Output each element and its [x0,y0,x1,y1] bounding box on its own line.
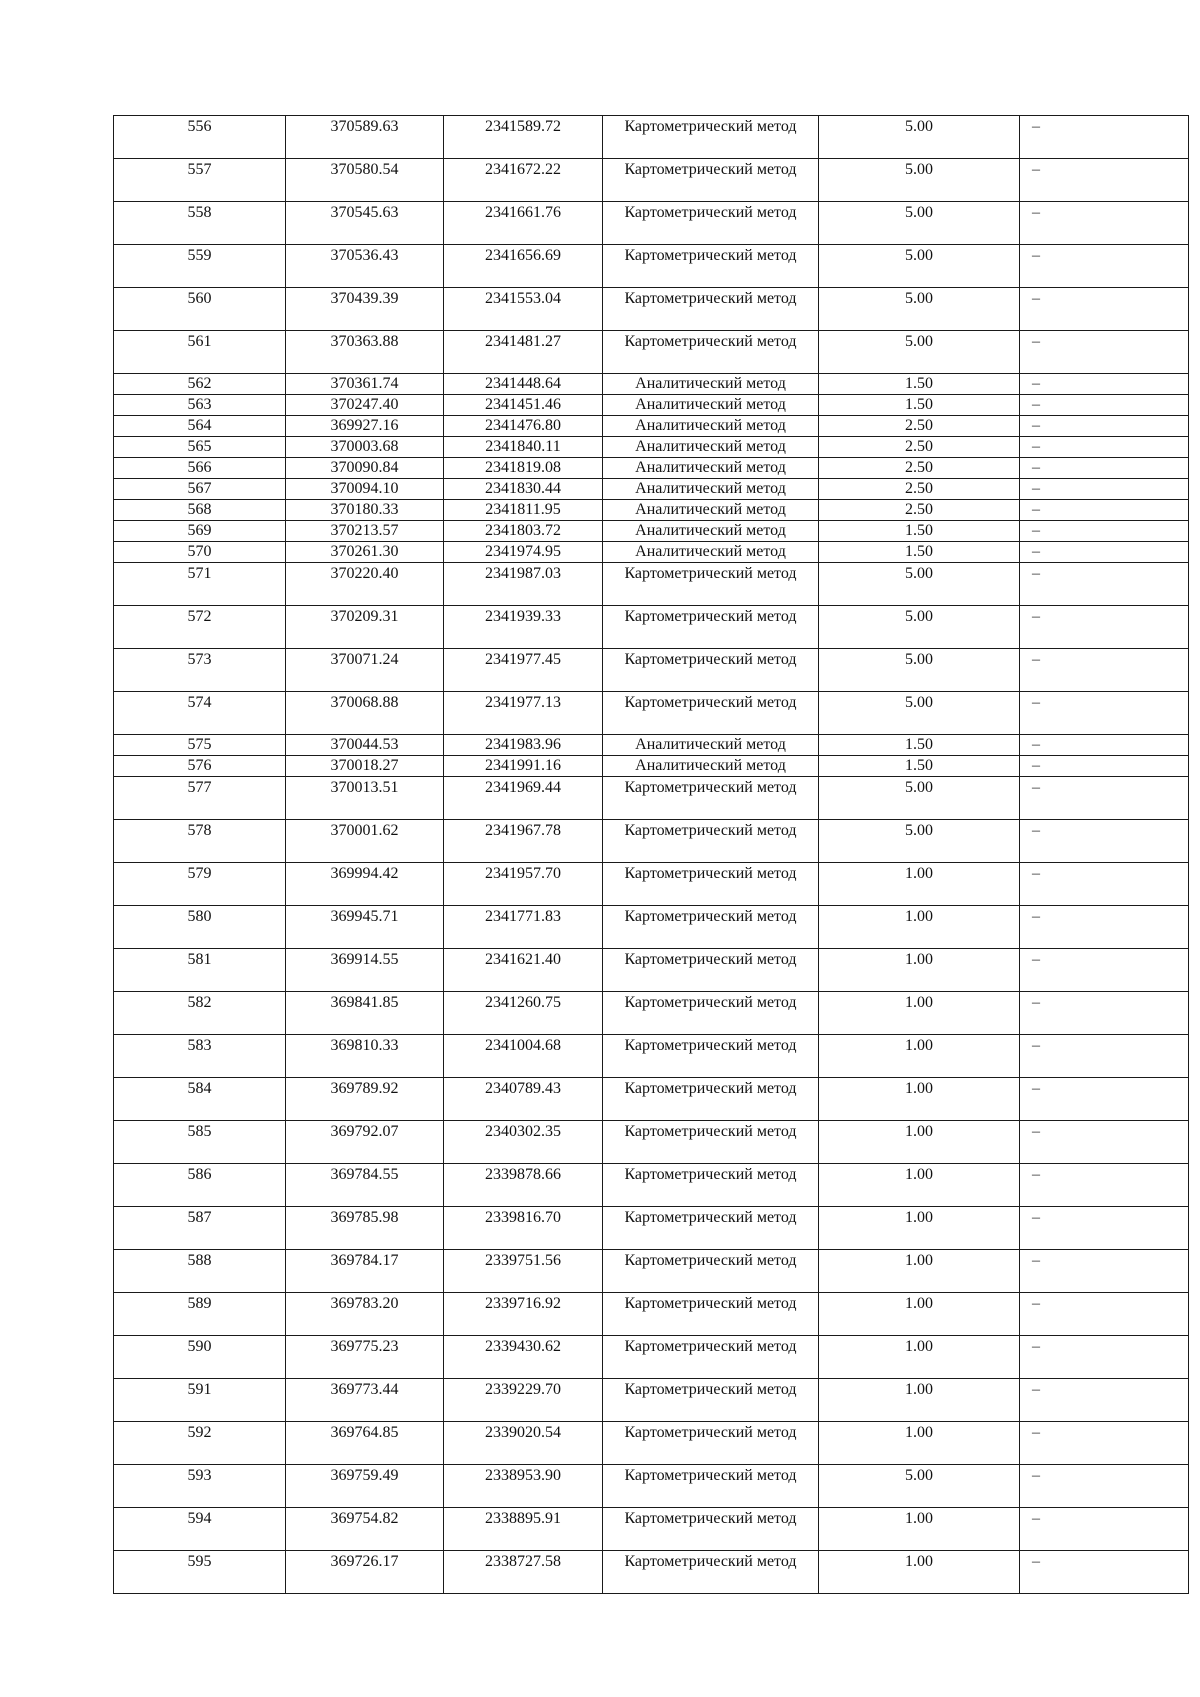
accuracy-cell: 5.00 [819,692,1020,735]
x-coordinate-cell: 370068.88 [286,692,444,735]
method-cell: Картометрический метод [603,1508,819,1551]
method-cell: Картометрический метод [603,331,819,374]
point-number-cell: 583 [114,1035,286,1078]
point-number-cell: 585 [114,1121,286,1164]
table-row [114,563,1189,606]
x-coordinate-cell: 369841.85 [286,992,444,1035]
y-coordinate-cell: 2341811.95 [444,500,603,521]
method-cell: Картометрический метод [603,1551,819,1594]
point-number-cell: 578 [114,820,286,863]
y-coordinate-cell: 2338895.91 [444,1508,603,1551]
y-coordinate-cell: 2341672.22 [444,159,603,202]
method-cell: Картометрический метод [603,1121,819,1164]
point-number-cell: 581 [114,949,286,992]
note-cell: – [1020,437,1189,458]
x-coordinate-cell: 369784.17 [286,1250,444,1293]
point-number-cell: 592 [114,1422,286,1465]
y-coordinate-cell: 2341803.72 [444,521,603,542]
table-row [114,416,1189,437]
method-cell: Аналитический метод [603,542,819,563]
note-cell: – [1020,777,1189,820]
accuracy-cell: 5.00 [819,1465,1020,1508]
x-coordinate-cell: 369784.55 [286,1164,444,1207]
x-coordinate-cell: 369792.07 [286,1121,444,1164]
x-coordinate-cell: 370213.57 [286,521,444,542]
note-cell: – [1020,756,1189,777]
table-row [114,606,1189,649]
note-cell: – [1020,1465,1189,1508]
method-cell: Картометрический метод [603,563,819,606]
y-coordinate-cell: 2341771.83 [444,906,603,949]
table-row [114,1422,1189,1465]
method-cell: Картометрический метод [603,777,819,820]
accuracy-cell: 1.00 [819,1164,1020,1207]
point-number-cell: 587 [114,1207,286,1250]
table-row [114,479,1189,500]
accuracy-cell: 1.00 [819,1121,1020,1164]
table-row [114,1508,1189,1551]
x-coordinate-cell: 370180.33 [286,500,444,521]
y-coordinate-cell: 2341977.45 [444,649,603,692]
point-number-cell: 569 [114,521,286,542]
y-coordinate-cell: 2341830.44 [444,479,603,500]
y-coordinate-cell: 2340789.43 [444,1078,603,1121]
note-cell: – [1020,863,1189,906]
x-coordinate-cell: 370209.31 [286,606,444,649]
note-cell: – [1020,542,1189,563]
accuracy-cell: 1.00 [819,1422,1020,1465]
y-coordinate-cell: 2341840.11 [444,437,603,458]
y-coordinate-cell: 2339430.62 [444,1336,603,1379]
table-row [114,820,1189,863]
point-number-cell: 593 [114,1465,286,1508]
method-cell: Картометрический метод [603,1035,819,1078]
point-number-cell: 579 [114,863,286,906]
x-coordinate-cell: 370247.40 [286,395,444,416]
method-cell: Картометрический метод [603,202,819,245]
x-coordinate-cell: 370536.43 [286,245,444,288]
table-body [114,116,1189,1594]
x-coordinate-cell: 369810.33 [286,1035,444,1078]
x-coordinate-cell: 370071.24 [286,649,444,692]
table-row [114,692,1189,735]
y-coordinate-cell: 2340302.35 [444,1121,603,1164]
method-cell: Картометрический метод [603,1250,819,1293]
note-cell: – [1020,949,1189,992]
note-cell: – [1020,735,1189,756]
point-number-cell: 568 [114,500,286,521]
note-cell: – [1020,331,1189,374]
accuracy-cell: 1.50 [819,756,1020,777]
point-number-cell: 565 [114,437,286,458]
table-row [114,1465,1189,1508]
point-number-cell: 570 [114,542,286,563]
method-cell: Картометрический метод [603,906,819,949]
point-number-cell: 582 [114,992,286,1035]
y-coordinate-cell: 2341656.69 [444,245,603,288]
table-row [114,437,1189,458]
note-cell: – [1020,500,1189,521]
y-coordinate-cell: 2341448.64 [444,374,603,395]
point-number-cell: 591 [114,1379,286,1422]
point-number-cell: 563 [114,395,286,416]
accuracy-cell: 1.00 [819,1035,1020,1078]
method-cell: Картометрический метод [603,949,819,992]
table-row [114,521,1189,542]
accuracy-cell: 5.00 [819,606,1020,649]
accuracy-cell: 2.50 [819,437,1020,458]
method-cell: Аналитический метод [603,416,819,437]
point-number-cell: 584 [114,1078,286,1121]
x-coordinate-cell: 369773.44 [286,1379,444,1422]
x-coordinate-cell: 369783.20 [286,1293,444,1336]
accuracy-cell: 5.00 [819,649,1020,692]
accuracy-cell: 1.00 [819,906,1020,949]
accuracy-cell: 1.00 [819,949,1020,992]
table-row [114,374,1189,395]
accuracy-cell: 2.50 [819,479,1020,500]
point-number-cell: 566 [114,458,286,479]
method-cell: Картометрический метод [603,606,819,649]
accuracy-cell: 1.50 [819,521,1020,542]
y-coordinate-cell: 2341991.16 [444,756,603,777]
x-coordinate-cell: 369764.85 [286,1422,444,1465]
point-number-cell: 574 [114,692,286,735]
table-row [114,1121,1189,1164]
note-cell: – [1020,906,1189,949]
note-cell: – [1020,1379,1189,1422]
note-cell: – [1020,479,1189,500]
x-coordinate-cell: 370018.27 [286,756,444,777]
accuracy-cell: 1.00 [819,992,1020,1035]
coordinates-table [113,115,1189,1594]
accuracy-cell: 5.00 [819,820,1020,863]
note-cell: – [1020,1164,1189,1207]
method-cell: Аналитический метод [603,395,819,416]
table-row [114,159,1189,202]
note-cell: – [1020,458,1189,479]
table-row [114,756,1189,777]
table-row [114,202,1189,245]
note-cell: – [1020,1207,1189,1250]
x-coordinate-cell: 369754.82 [286,1508,444,1551]
note-cell: – [1020,1250,1189,1293]
method-cell: Картометрический метод [603,820,819,863]
table-row [114,1164,1189,1207]
x-coordinate-cell: 370363.88 [286,331,444,374]
method-cell: Картометрический метод [603,1336,819,1379]
accuracy-cell: 1.00 [819,1336,1020,1379]
table-row [114,906,1189,949]
accuracy-cell: 1.50 [819,395,1020,416]
point-number-cell: 595 [114,1551,286,1594]
method-cell: Картометрический метод [603,1465,819,1508]
x-coordinate-cell: 369994.42 [286,863,444,906]
point-number-cell: 575 [114,735,286,756]
table-row [114,395,1189,416]
method-cell: Аналитический метод [603,374,819,395]
y-coordinate-cell: 2338727.58 [444,1551,603,1594]
point-number-cell: 573 [114,649,286,692]
note-cell: – [1020,1422,1189,1465]
point-number-cell: 561 [114,331,286,374]
y-coordinate-cell: 2341260.75 [444,992,603,1035]
y-coordinate-cell: 2339229.70 [444,1379,603,1422]
y-coordinate-cell: 2341969.44 [444,777,603,820]
method-cell: Картометрический метод [603,692,819,735]
point-number-cell: 576 [114,756,286,777]
table-row [114,1551,1189,1594]
y-coordinate-cell: 2341819.08 [444,458,603,479]
note-cell: – [1020,395,1189,416]
x-coordinate-cell: 369726.17 [286,1551,444,1594]
x-coordinate-cell: 369759.49 [286,1465,444,1508]
y-coordinate-cell: 2341939.33 [444,606,603,649]
table-row [114,1207,1189,1250]
y-coordinate-cell: 2338953.90 [444,1465,603,1508]
table-row [114,245,1189,288]
method-cell: Картометрический метод [603,1293,819,1336]
y-coordinate-cell: 2341983.96 [444,735,603,756]
note-cell: – [1020,374,1189,395]
note-cell: – [1020,245,1189,288]
point-number-cell: 571 [114,563,286,606]
y-coordinate-cell: 2339716.92 [444,1293,603,1336]
method-cell: Картометрический метод [603,116,819,159]
note-cell: – [1020,606,1189,649]
table-row [114,1293,1189,1336]
x-coordinate-cell: 369789.92 [286,1078,444,1121]
point-number-cell: 590 [114,1336,286,1379]
accuracy-cell: 2.50 [819,458,1020,479]
x-coordinate-cell: 370090.84 [286,458,444,479]
table-row [114,331,1189,374]
table-row [114,116,1189,159]
note-cell: – [1020,1078,1189,1121]
note-cell: – [1020,288,1189,331]
accuracy-cell: 5.00 [819,116,1020,159]
method-cell: Аналитический метод [603,500,819,521]
method-cell: Аналитический метод [603,756,819,777]
accuracy-cell: 2.50 [819,500,1020,521]
x-coordinate-cell: 369927.16 [286,416,444,437]
accuracy-cell: 5.00 [819,159,1020,202]
accuracy-cell: 5.00 [819,331,1020,374]
y-coordinate-cell: 2341481.27 [444,331,603,374]
accuracy-cell: 5.00 [819,245,1020,288]
x-coordinate-cell: 370589.63 [286,116,444,159]
method-cell: Картометрический метод [603,245,819,288]
x-coordinate-cell: 370013.51 [286,777,444,820]
point-number-cell: 564 [114,416,286,437]
x-coordinate-cell: 370044.53 [286,735,444,756]
method-cell: Картометрический метод [603,159,819,202]
x-coordinate-cell: 369945.71 [286,906,444,949]
table-row [114,542,1189,563]
note-cell: – [1020,116,1189,159]
note-cell: – [1020,692,1189,735]
point-number-cell: 577 [114,777,286,820]
x-coordinate-cell: 370220.40 [286,563,444,606]
note-cell: – [1020,1551,1189,1594]
method-cell: Картометрический метод [603,1078,819,1121]
y-coordinate-cell: 2341476.80 [444,416,603,437]
y-coordinate-cell: 2339751.56 [444,1250,603,1293]
note-cell: – [1020,563,1189,606]
point-number-cell: 559 [114,245,286,288]
x-coordinate-cell: 369914.55 [286,949,444,992]
note-cell: – [1020,202,1189,245]
y-coordinate-cell: 2341967.78 [444,820,603,863]
point-number-cell: 580 [114,906,286,949]
method-cell: Картометрический метод [603,992,819,1035]
method-cell: Картометрический метод [603,649,819,692]
x-coordinate-cell: 369775.23 [286,1336,444,1379]
table-row [114,949,1189,992]
note-cell: – [1020,992,1189,1035]
accuracy-cell: 1.00 [819,1551,1020,1594]
table-row [114,1336,1189,1379]
table-row [114,863,1189,906]
note-cell: – [1020,820,1189,863]
accuracy-cell: 1.00 [819,1293,1020,1336]
y-coordinate-cell: 2341987.03 [444,563,603,606]
accuracy-cell: 1.50 [819,542,1020,563]
note-cell: – [1020,1293,1189,1336]
point-number-cell: 556 [114,116,286,159]
table-row [114,735,1189,756]
method-cell: Аналитический метод [603,479,819,500]
accuracy-cell: 1.00 [819,1508,1020,1551]
accuracy-cell: 1.50 [819,735,1020,756]
y-coordinate-cell: 2339816.70 [444,1207,603,1250]
x-coordinate-cell: 370439.39 [286,288,444,331]
table-row [114,992,1189,1035]
accuracy-cell: 5.00 [819,288,1020,331]
table-row [114,458,1189,479]
y-coordinate-cell: 2341004.68 [444,1035,603,1078]
point-number-cell: 558 [114,202,286,245]
note-cell: – [1020,1035,1189,1078]
accuracy-cell: 1.00 [819,1078,1020,1121]
accuracy-cell: 5.00 [819,777,1020,820]
y-coordinate-cell: 2341553.04 [444,288,603,331]
y-coordinate-cell: 2341977.13 [444,692,603,735]
x-coordinate-cell: 370001.62 [286,820,444,863]
point-number-cell: 562 [114,374,286,395]
point-number-cell: 594 [114,1508,286,1551]
y-coordinate-cell: 2341621.40 [444,949,603,992]
note-cell: – [1020,1508,1189,1551]
accuracy-cell: 5.00 [819,563,1020,606]
point-number-cell: 588 [114,1250,286,1293]
note-cell: – [1020,159,1189,202]
y-coordinate-cell: 2339020.54 [444,1422,603,1465]
method-cell: Картометрический метод [603,1164,819,1207]
table-row [114,1078,1189,1121]
table-row [114,777,1189,820]
note-cell: – [1020,521,1189,542]
accuracy-cell: 5.00 [819,202,1020,245]
x-coordinate-cell: 370003.68 [286,437,444,458]
method-cell: Картометрический метод [603,288,819,331]
x-coordinate-cell: 370261.30 [286,542,444,563]
method-cell: Картометрический метод [603,863,819,906]
point-number-cell: 572 [114,606,286,649]
table-row [114,500,1189,521]
accuracy-cell: 1.00 [819,1250,1020,1293]
y-coordinate-cell: 2341451.46 [444,395,603,416]
method-cell: Картометрический метод [603,1379,819,1422]
point-number-cell: 557 [114,159,286,202]
x-coordinate-cell: 370545.63 [286,202,444,245]
accuracy-cell: 2.50 [819,416,1020,437]
accuracy-cell: 1.50 [819,374,1020,395]
method-cell: Картометрический метод [603,1207,819,1250]
method-cell: Аналитический метод [603,521,819,542]
table-row [114,288,1189,331]
note-cell: – [1020,1336,1189,1379]
table-row [114,1035,1189,1078]
accuracy-cell: 1.00 [819,1379,1020,1422]
point-number-cell: 567 [114,479,286,500]
accuracy-cell: 1.00 [819,1207,1020,1250]
accuracy-cell: 1.00 [819,863,1020,906]
table-row [114,1379,1189,1422]
point-number-cell: 589 [114,1293,286,1336]
y-coordinate-cell: 2341957.70 [444,863,603,906]
note-cell: – [1020,649,1189,692]
method-cell: Аналитический метод [603,437,819,458]
note-cell: – [1020,416,1189,437]
method-cell: Аналитический метод [603,458,819,479]
x-coordinate-cell: 370580.54 [286,159,444,202]
table-row [114,649,1189,692]
note-cell: – [1020,1121,1189,1164]
y-coordinate-cell: 2341661.76 [444,202,603,245]
x-coordinate-cell: 370094.10 [286,479,444,500]
y-coordinate-cell: 2341974.95 [444,542,603,563]
point-number-cell: 560 [114,288,286,331]
method-cell: Картометрический метод [603,1422,819,1465]
method-cell: Аналитический метод [603,735,819,756]
table-row [114,1250,1189,1293]
y-coordinate-cell: 2341589.72 [444,116,603,159]
x-coordinate-cell: 370361.74 [286,374,444,395]
y-coordinate-cell: 2339878.66 [444,1164,603,1207]
point-number-cell: 586 [114,1164,286,1207]
x-coordinate-cell: 369785.98 [286,1207,444,1250]
